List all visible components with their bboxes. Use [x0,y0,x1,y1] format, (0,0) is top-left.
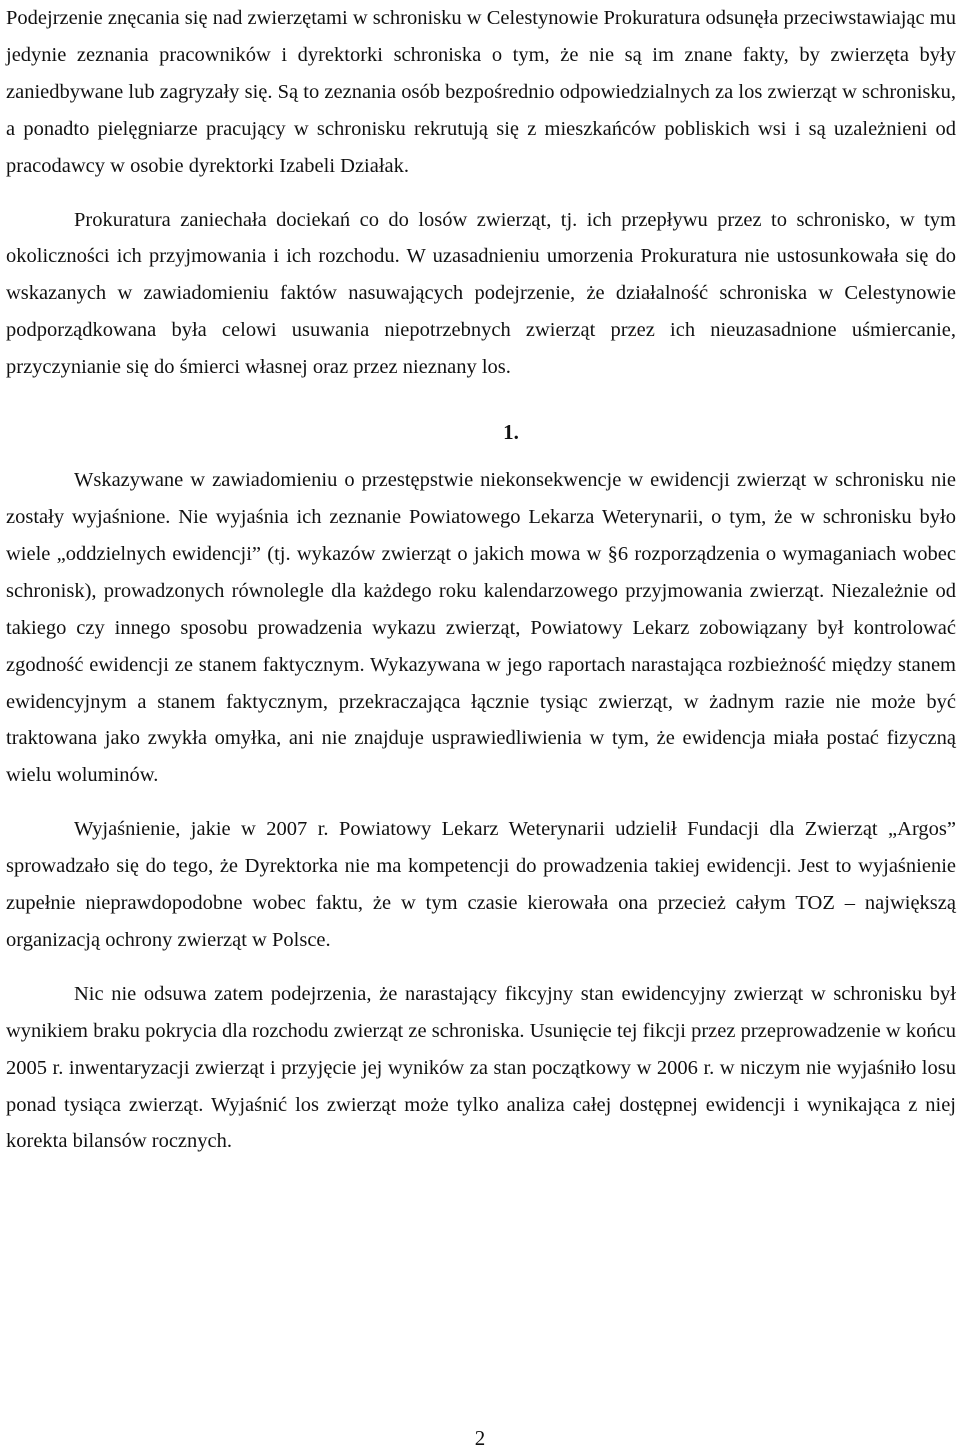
paragraph-2: Prokuratura zaniechała dociekań co do losów zwierząt, tj. ich przepływu przez to schronisko, w tym okoliczności ich przyjmowania i ich rozchodu. W uzasadnieniu umorzenia Prokuratura nie ustosunkowała się do wskazanych w zawiadomieniu faktów nasuwających podejrzenie, że działalność schroniska w Celestynowie podporządkowana była celowi usuwania niepotrzebnych zwierząt przez ich nieuzasadnione uśmiercanie, przyczynianie się do śmierci własnej oraz przez nieznany los. [6,208,956,379]
section-number: 1. [503,420,519,445]
paragraph-1: Podejrzenie znęcania się nad zwierzętami w schronisku w Celestynowie Prokuratura odsunęła przeciwstawiając mu jedynie zeznania pracowników i dyrektorki schroniska o tym, że nie są im znane fakty, by zwierzęta były zaniedbywane lub zagryzały się. Są to zeznania osób bezpośrednio odpowiedzialnych za los zwierząt w schronisku, a ponadto pielęgniarze pracujący w schronisku rekrutują się z mieszkańców pobliskich wsi i są uzależnieni od pracodawcy w osobie dyrektorki Izabeli Działak. [6,7,956,177]
page-number: 2 [474,1426,486,1450]
document-page [6,0,956,1160]
paragraph-3: Wskazywane w zawiadomieniu o przestępstwie niekonsekwencje w ewidencji zwierząt w schronisku nie zostały wyjaśnione. Nie wyjaśnia ich zeznanie Powiatowego Lekarza Weterynarii, o tym, że w schronisku było wiele „oddzielnych ewidencji” (tj. wykazów zwierząt o jakich mowa w §6 rozporządzenia o wymaganiach wobec schronisk), prowadzonych równolegle dla każdego roku kalendarzowego przyjmowania zwierząt. Niezależnie od takiego czy innego sposobu prowadzenia wykazu zwierząt, Powiatowy Lekarz zobowiązany był kontrolować zgodność ewidencji ze stanem faktycznym. Wykazywana w jego raportach narastająca rozbieżność między stanem ewidencyjnym a stanem faktycznym, przekraczająca łącznie tysiąc zwierząt, w żadnym razie nie może być traktowana jako zwykła omyłka, ani nie znajduje usprawiedliwienia w tym, że ewidencja miała postać fizyczną wielu woluminów. [6,469,956,787]
paragraph-5: Nic nie odsuwa zatem podejrzenia, że narastający fikcyjny stan ewidencyjny zwierząt w schronisku był wynikiem braku pokrycia dla rozchodu zwierząt ze schroniska. Usunięcie tej fikcji przez przeprowadzenie w końcu 2005 r. inwentaryzacji zwierząt i przyjęcie jej wyników za stan początkowy w 2006 r. w niczym nie wyjaśniło losu ponad tysiąca zwierząt. Wyjaśnić los zwierząt może tylko analiza całej dostępnej ewidencji i wynikająca z niej korekta bilansów rocznych. [6,982,956,1153]
paragraph-4: Wyjaśnienie, jakie w 2007 r. Powiatowy Lekarz Weterynarii udzielił Fundacji dla Zwierząt „Argos” sprowadzało się do tego, że Dyrektorka nie ma kompetencji do prowadzenia takiej ewidencji. Jest to wyjaśnienie zupełnie nieprawdopodobne wobec faktu, że w tym czasie kierowała ona przecież całym TOZ – największą organizacją ochrony zwierząt w Polsce. [6,818,956,951]
